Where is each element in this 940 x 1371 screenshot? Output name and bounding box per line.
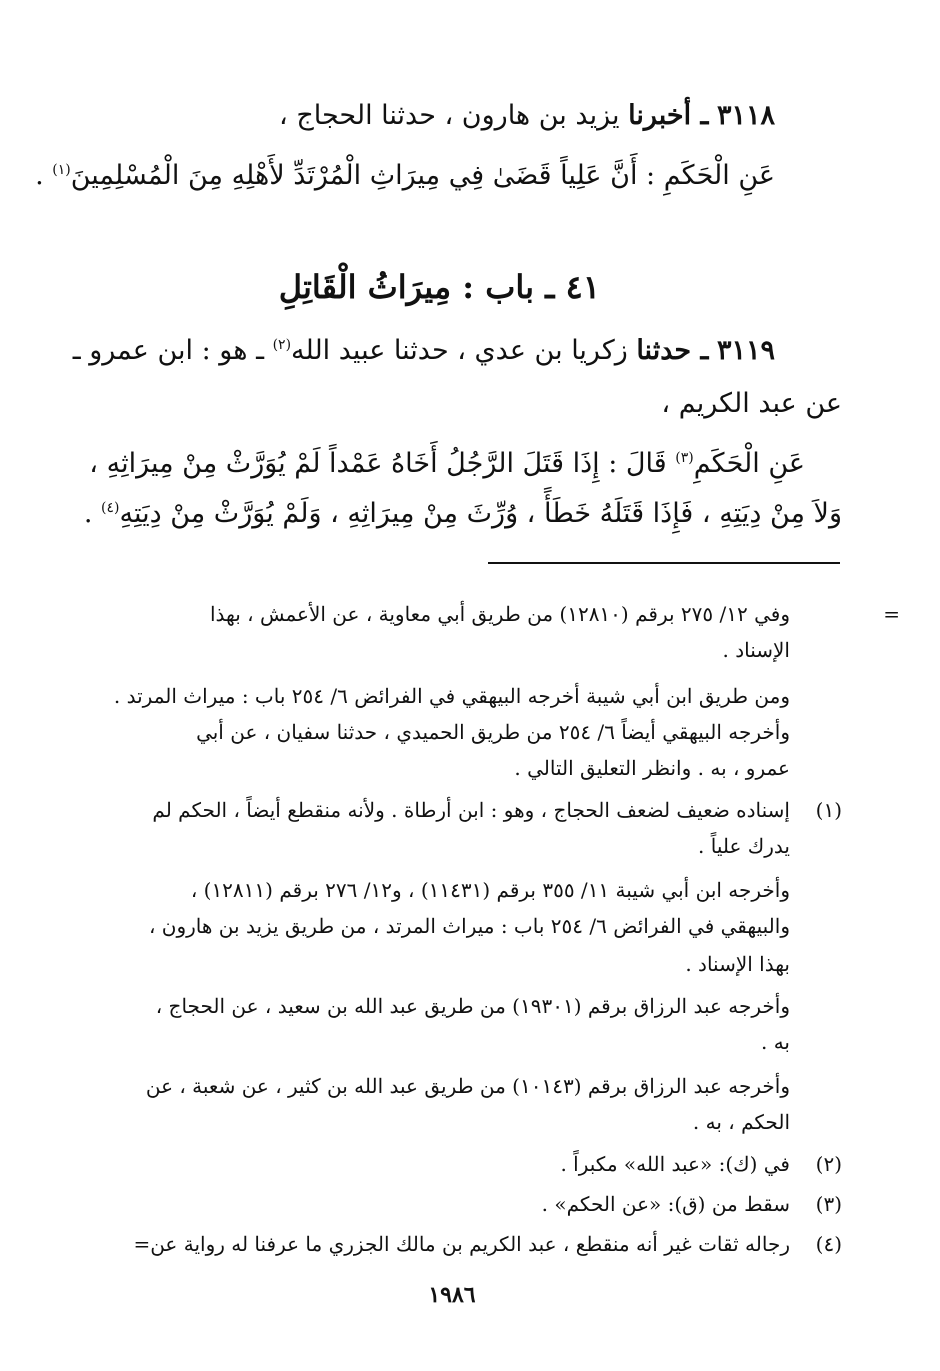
hadith-lead: ـ حدثنا bbox=[636, 335, 709, 366]
footnote-line: به . bbox=[760, 1030, 790, 1054]
hadith-3118-line-2 bbox=[35, 160, 775, 191]
footnote-line: ومن طريق ابن أبي شيبة أخرجه البيهقي في الفرائض ٦/ ٢٥٤ باب : ميراث المرتد . bbox=[113, 684, 790, 708]
footnote-line: وأخرجه البيهقي أيضاً ٦/ ٢٥٤ من طريق الحميدي ، حدثنا سفيان ، عن أبي bbox=[196, 720, 790, 744]
footnote-line: يدرك علياً . bbox=[698, 834, 790, 858]
footnote-line: وأخرجه عبد الرزاق برقم (١٩٣٠١) من طريق عبد الله بن سعيد ، عن الحجاج ، bbox=[155, 994, 790, 1018]
continuation-marker: = bbox=[883, 602, 900, 626]
hadith-text: ـ هو : ابن عمرو ـ bbox=[72, 335, 273, 366]
hadith-lead: ـ أخبرنا bbox=[628, 100, 709, 131]
footnote-line: في (ك): «عبد الله» مكبراً . bbox=[560, 1152, 790, 1176]
hadith-number: ٣١١٩ bbox=[716, 335, 775, 366]
footnote-line: سقط من (ق): «عن الحكم» . bbox=[541, 1192, 790, 1216]
footnote-line: إسناده ضعيف لضعف الحجاج ، وهو : ابن أرطاة . ولأنه منقطع أيضاً ، الحكم لم bbox=[152, 798, 790, 822]
hadith-text: قَالَ : إِذَا قَتَلَ الرَّجُلُ أَخَاهُ عَمْداً لَمْ يُوَرَّثْ مِنْ مِيرَاثِهِ ، bbox=[89, 448, 676, 479]
footnote-label: (٢) bbox=[815, 1152, 842, 1176]
footnote-ref: (٣) bbox=[675, 450, 694, 466]
footnote-label: (٣) bbox=[815, 1192, 842, 1216]
chapter-heading: ٤١ ـ باب : مِيرَاثُ الْقَاتِلِ bbox=[278, 268, 600, 306]
hadith-3119-line-2: عن عبد الكريم ، bbox=[661, 388, 842, 419]
hadith-text: يزيد بن هارون ، حدثنا الحجاج ، bbox=[279, 100, 620, 131]
footnote-label: (٤) bbox=[815, 1232, 842, 1256]
footnote-separator bbox=[488, 562, 840, 564]
footnote-ref: (٢) bbox=[272, 337, 292, 353]
hadith-3119-line-1 bbox=[73, 335, 775, 366]
footnote-line: وأخرجه ابن أبي شيبة ١١/ ٣٥٥ برقم (١١٤٣١) ، و١٢/ ٢٧٦ برقم (١٢٨١١) ، bbox=[190, 878, 790, 902]
hadith-3118-line-1 bbox=[279, 100, 775, 131]
page-number: ١٩٨٦ bbox=[428, 1282, 476, 1308]
footnote-line: رجاله ثقات غير أنه منقطع ، عبد الكريم بن مالك الجزري ما عرفنا له رواية عن= bbox=[133, 1232, 790, 1256]
hadith-text: عَنِ الْحَكَمِ : أَنَّ عَلِياً قَضَىٰ فِي مِيرَاثِ الْمُرْتَدِّ لأَهْلِهِ مِنَ الْمُسْلِمِينَ bbox=[70, 160, 775, 191]
hadith-text: زكريا بن عدي ، حدثنا عبيد الله bbox=[291, 335, 628, 366]
footnote-line: وأخرجه عبد الرزاق برقم (١٠١٤٣) من طريق عبد الله بن كثير ، عن شعبة ، عن bbox=[145, 1074, 790, 1098]
footnote-label: (١) bbox=[815, 798, 842, 822]
footnote-line: وفي ١٢/ ٢٧٥ برقم (١٢٨١٠) من طريق أبي معاوية ، عن الأعمش ، بهذا bbox=[209, 602, 790, 626]
footnote-line: الإسناد . bbox=[722, 638, 790, 662]
hadith-text: . bbox=[35, 160, 53, 191]
footnote-ref: (١) bbox=[52, 162, 71, 178]
footnote-line: والبيهقي في الفرائض ٦/ ٢٥٤ باب : ميراث المرتد ، من طريق يزيد بن هارون ، bbox=[148, 914, 790, 938]
hadith-text: وَلاَ مِنْ دِيَتِهِ ، فَإِذَا قَتَلَهُ خَطَأً ، وُرِّثَ مِنْ مِيرَاثِهِ ، وَلَمْ يُوَرَّثْ مِنْ دِيَتِهِ bbox=[119, 498, 842, 529]
footnote-ref: (٤) bbox=[101, 500, 120, 516]
footnote-line: الحكم ، به . bbox=[692, 1110, 790, 1134]
hadith-number: ٣١١٨ bbox=[716, 100, 775, 131]
hadith-text: عَنِ الْحَكَمِ bbox=[693, 448, 805, 479]
hadith-3119-line-3 bbox=[89, 448, 805, 479]
hadith-text: . bbox=[83, 498, 101, 529]
hadith-3119-line-4 bbox=[84, 498, 842, 529]
footnote-line: بهذا الإسناد . bbox=[685, 952, 790, 976]
footnote-line: عمرو ، به . وانظر التعليق التالي . bbox=[514, 756, 790, 780]
